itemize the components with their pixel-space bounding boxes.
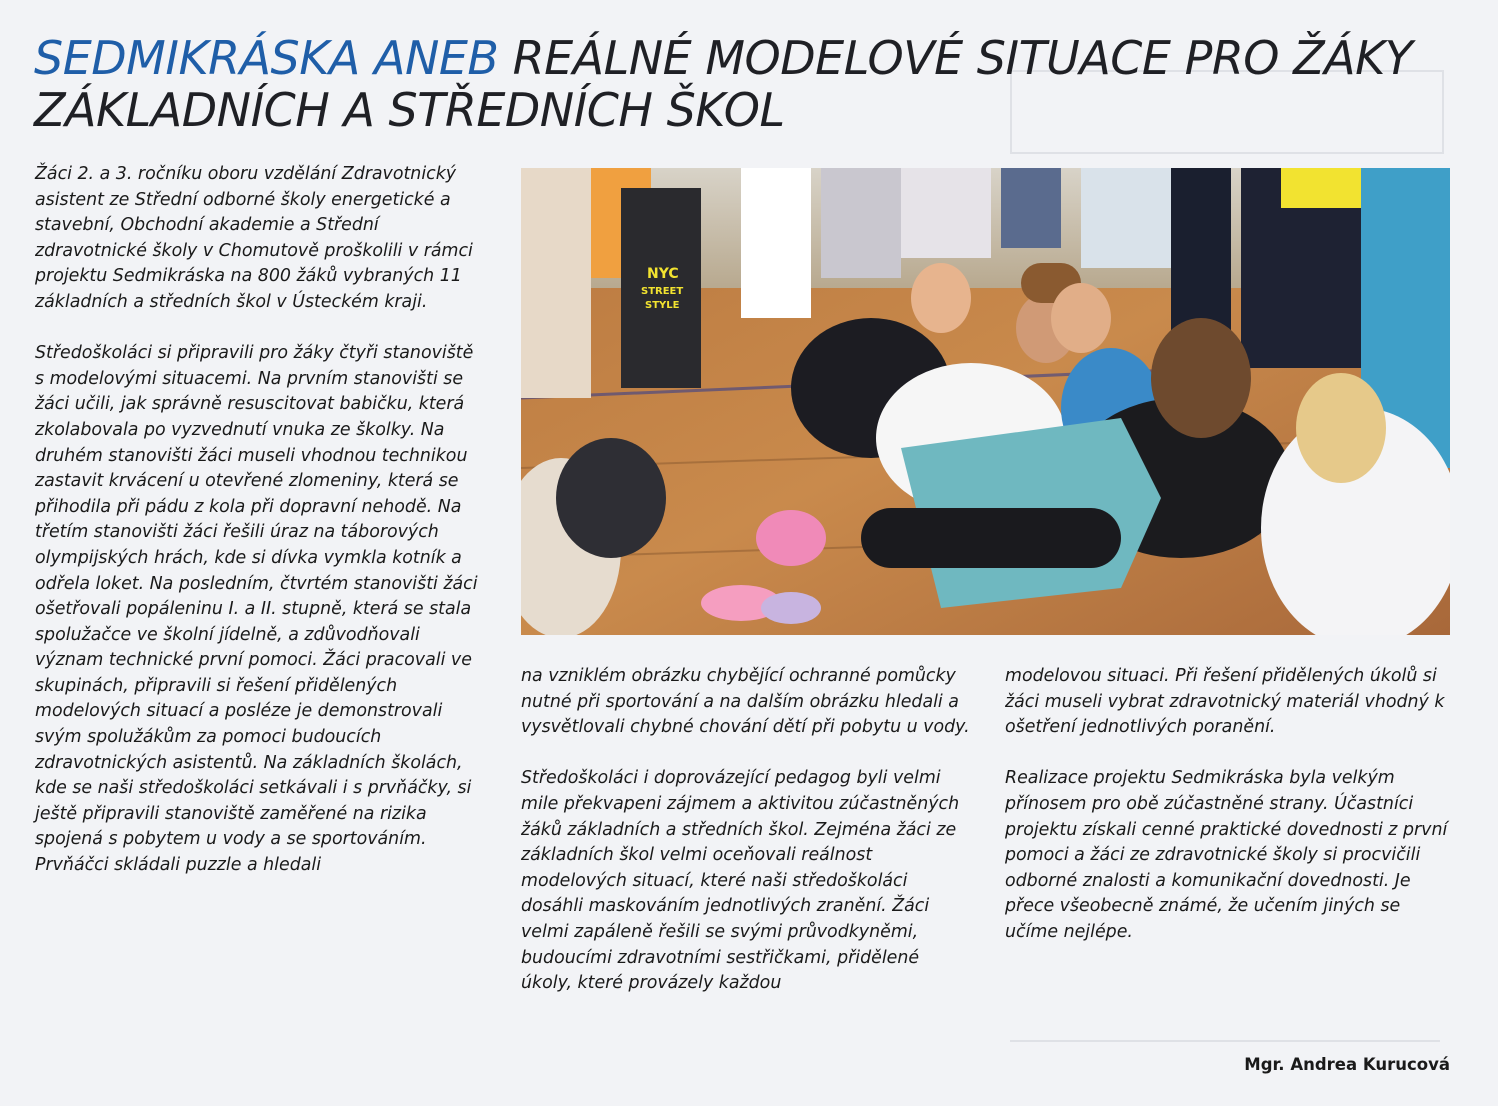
paragraph: modelovou situaci. Při řešení přidělených úkolů si žáci museli vybrat zdravotnický materiál vhodný k ošetření jednotlivých poranění. bbox=[1005, 666, 1445, 738]
paragraph: na vzniklém obrázku chybějící ochranné pomůcky nutné při sportování a na dalším obrázku hledali a vysvětlovali chybné chování dětí při pobytu u vody. bbox=[521, 666, 970, 738]
author-signature: Mgr. Andrea Kurucová bbox=[1244, 1055, 1450, 1074]
article-title bbox=[34, 32, 1454, 136]
paragraph: Středoškoláci si připravili pro žáky čtyři stanoviště s modelovými situacemi. Na prvním stanovišti se žáci učili, jak správně resuscitovat babičku, která zkolabovala po vyzvednutí vnuka ze školky. Na druhém stanovišti žáci museli vhodnou technikou zastavit krvácení u otevřené zlomeniny, která se přihodila při pádu z kola při dopravní nehodě. Na třetím stanovišti žáci řešili úraz na táborových olympijských hrách, kde si dívka vymkla kotník a odřela loket. Na posledním, čtvrtém stanovišti žáci ošetřovali popáleninu I. a II. stupně, která se stala spolužačce ve školní jídelně, a zdůvodňovali význam technické první pomoci. Žáci pracovali ve skupinách, připravili si řešení přidělených modelových situací a posléze je demonstrovali svým spolužákům za pomoci budoucích zdravotnických asistentů. Na základních školách, kde se naši středoškoláci setkávali i s prvňáčky, si ještě připravili stanoviště zaměřené na rizika spojená s pobytem u vody a se sportováním. Prvňáčci skládali puzzle a hledali bbox=[35, 343, 478, 876]
shirt-text: NYC bbox=[647, 266, 679, 282]
paragraph: Středoškoláci i doprovázející pedagog byli velmi mile překvapeni zájmem a aktivitou zúčastněných žáků základních a středních škol. Zejména žáci ze základních škol velmi oceňovali reálnost modelových situací, které naši středoškoláci dosáhli maskováním jednotlivých zranění. Žáci velmi zapáleně řešili se svými průvodkyněmi, budoucími zdravotními sestřičkami, přidělené úkoly, které provázely každou bbox=[521, 768, 960, 994]
text-column-2 bbox=[521, 664, 973, 997]
article-title-rest: REÁLNÉ MODELOVÉ SITUACE PRO ŽÁKY ZÁKLADNÍCH A STŘEDNÍCH ŠKOL bbox=[34, 31, 1413, 137]
text-column-3 bbox=[1005, 664, 1453, 946]
first-aid-training-photo bbox=[521, 168, 1450, 635]
article-title-accent: SEDMIKRÁSKA ANEB bbox=[34, 31, 499, 85]
text-column-1 bbox=[35, 162, 487, 879]
article-photo bbox=[521, 168, 1450, 635]
paragraph: Realizace projektu Sedmikráska byla velkým přínosem pro obě zúčastněné strany. Účastníci projektu získali cenné praktické dovednosti z první pomoci a žáci ze zdravotnické školy si procvičili odborné znalosti a komunikační dovednosti. Je přece všeobecně známé, že učením jiných se učíme nejlépe. bbox=[1005, 768, 1448, 942]
paragraph: Žáci 2. a 3. ročníku oboru vzdělání Zdravotnický asistent ze Střední odborné školy energetické a stavební, Obchodní akademie a Střední zdravotnické školy v Chomutově proškolili v rámci projektu Sedmikráska na 800 žáků vybraných 11 základních a středních škol v Ústeckém kraji. bbox=[35, 164, 473, 312]
shirt-text: STYLE bbox=[645, 300, 680, 311]
shirt-text: STREET bbox=[641, 286, 684, 297]
